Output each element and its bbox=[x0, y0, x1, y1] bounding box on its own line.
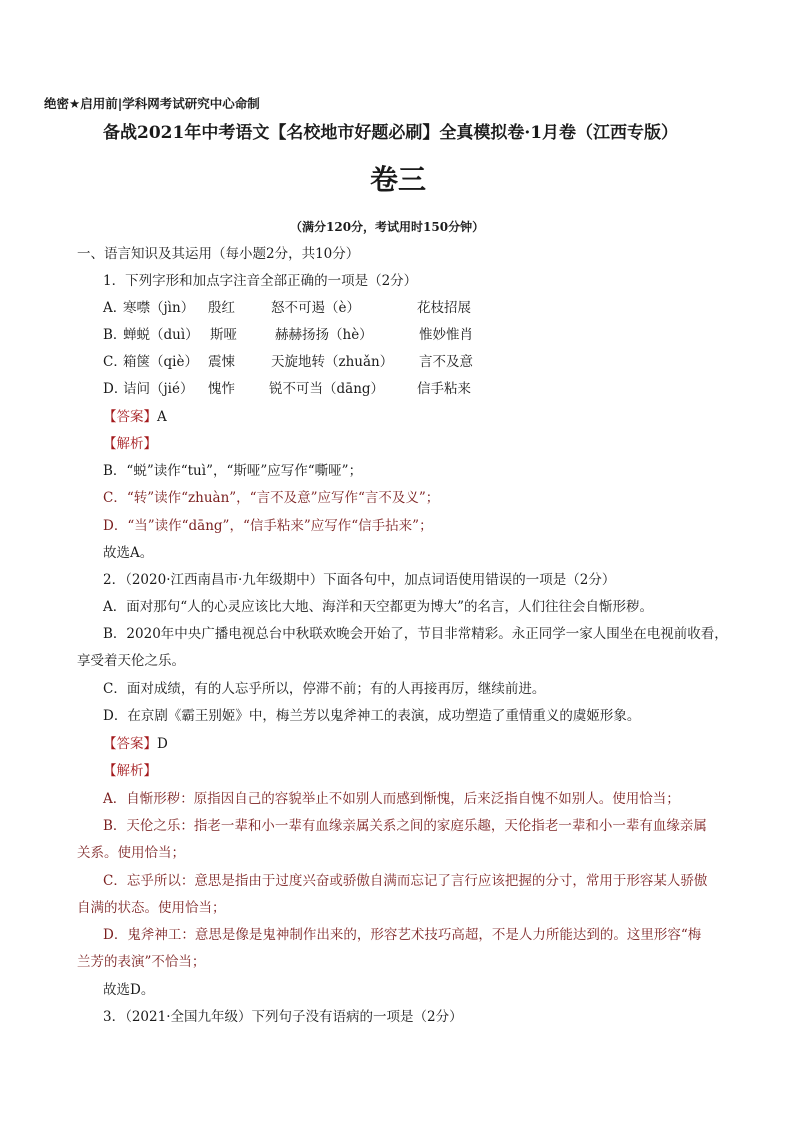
answer-tag: 【答案】 bbox=[103, 409, 157, 425]
q3-stem: 3．（2021·全国九年级）下列句子没有语病的一项是（2分） bbox=[103, 1009, 463, 1025]
q2-analysis-line: D．鬼斧神工：意思是像是鬼神制作出来的，形容艺术技巧高超，不是人力所能达到的。这里形容“梅 bbox=[103, 927, 702, 943]
q1-option-d bbox=[0, 379, 794, 399]
q1-stem: 1．下列字形和加点字注音全部正确的一项是（2分） bbox=[103, 273, 418, 289]
exam-subtitle: 卷三 bbox=[370, 163, 427, 196]
option-term-2: 斯哑 bbox=[210, 327, 237, 343]
q2-analysis-line: 关系。使用恰当； bbox=[77, 845, 185, 861]
q2-answer bbox=[103, 734, 168, 754]
option-term-4: 花枝招展 bbox=[417, 300, 471, 316]
option-term-2: 愧怍 bbox=[208, 381, 235, 397]
q2-analysis-line: C．忘乎所以：意思是指由于过度兴奋或骄傲自满而忘记了言行应该把握的分寸，常用于形容某人骄傲 bbox=[103, 873, 708, 889]
answer-value: D bbox=[157, 736, 168, 752]
option-label: C． bbox=[103, 354, 127, 370]
q2-option-b: B．2020年中央广播电视总台中秋联欢晚会开始了，节目非常精彩。永正同学一家人围坐在电视前收看， bbox=[103, 626, 728, 642]
q2-analysis-line: 自满的状态。使用恰当； bbox=[77, 900, 226, 916]
option-term-3: 锐不可当（dāng） bbox=[269, 381, 385, 397]
score-note: （满分120分，考试用时150分钟） bbox=[290, 220, 485, 234]
q1-analysis-line: C．“转”读作“zhuàn”，“言不及意”应写作“言不及义”； bbox=[103, 490, 440, 506]
q1-analysis-line: B．“蜕”读作“tuì”，“斯哑”应写作“嘶哑”； bbox=[103, 463, 363, 479]
q2-option-d: D．在京剧《霸王别姬》中，梅兰芳以鬼斧神工的表演，成功塑造了重情重义的虞姬形象。 bbox=[103, 708, 641, 724]
option-label: B． bbox=[103, 327, 127, 343]
option-term-1: 寒噤（jìn） bbox=[123, 300, 195, 316]
q2-analysis-line: A．自惭形秽：原指因自己的容貌举止不如别人而感到惭愧，后来泛指自愧不如别人。使用恰当； bbox=[103, 791, 680, 807]
option-term-4: 言不及意 bbox=[419, 354, 473, 370]
option-term-1: 蝉蜕（duì） bbox=[123, 327, 199, 343]
option-label: A． bbox=[103, 300, 127, 316]
section-heading: 一、语言知识及其运用（每小题2分，共10分） bbox=[77, 246, 360, 262]
q1-conclusion: 故选A。 bbox=[103, 545, 154, 561]
option-term-4: 惟妙惟肖 bbox=[419, 327, 473, 343]
q2-option-b-cont: 享受着天伦之乐。 bbox=[77, 653, 185, 669]
answer-value: A bbox=[157, 409, 167, 425]
option-term-4: 信手粘来 bbox=[417, 381, 471, 397]
confidential-note: 绝密★启用前|学科网考试研究中心命制 bbox=[44, 96, 260, 111]
q1-option-b bbox=[0, 325, 794, 345]
q2-analysis-line: 兰芳的表演”不恰当； bbox=[77, 954, 206, 970]
q2-analysis-line: B．天伦之乐：指老一辈和小一辈有血缘亲属关系之间的家庭乐趣，天伦指老一辈和小一辈有血缘亲属 bbox=[103, 818, 707, 834]
answer-tag: 【答案】 bbox=[103, 736, 157, 752]
q1-option-c bbox=[0, 352, 794, 372]
q1-option-a bbox=[0, 298, 794, 318]
option-term-3: 赫赫扬扬（hè） bbox=[275, 327, 373, 343]
q1-answer bbox=[103, 407, 167, 427]
option-term-2: 震悚 bbox=[208, 354, 235, 370]
q2-analysis-tag: 【解析】 bbox=[103, 763, 157, 779]
option-label: D． bbox=[103, 381, 128, 397]
option-term-3: 怒不可遏（è） bbox=[271, 300, 360, 316]
q2-conclusion: 故选D。 bbox=[103, 982, 155, 998]
option-term-2: 殷红 bbox=[208, 300, 235, 316]
q1-analysis-line: D．“当”读作“dāng”，“信手粘来”应写作“信手拈来”； bbox=[103, 518, 433, 534]
exam-title: 备战2021年中考语文【名校地市好题必刷】全真模拟卷·1月卷（江西专版） bbox=[103, 123, 679, 143]
q1-analysis-tag: 【解析】 bbox=[103, 436, 157, 452]
option-term-1: 箱箧（qiè） bbox=[123, 354, 198, 370]
option-term-3: 天旋地转（zhuǎn） bbox=[271, 354, 394, 370]
q2-option-c: C．面对成绩，有的人忘乎所以，停滞不前；有的人再接再厉，继续前进。 bbox=[103, 681, 546, 697]
q2-stem: 2．（2020·江西南昌市·九年级期中）下面各句中，加点词语使用错误的一项是（2分） bbox=[103, 572, 616, 588]
q2-option-a: A．面对那句“人的心灵应该比大地、海洋和天空都更为博大”的名言，人们往往会自惭形秽。 bbox=[103, 599, 654, 615]
option-term-1: 诘问（jié） bbox=[123, 381, 194, 397]
